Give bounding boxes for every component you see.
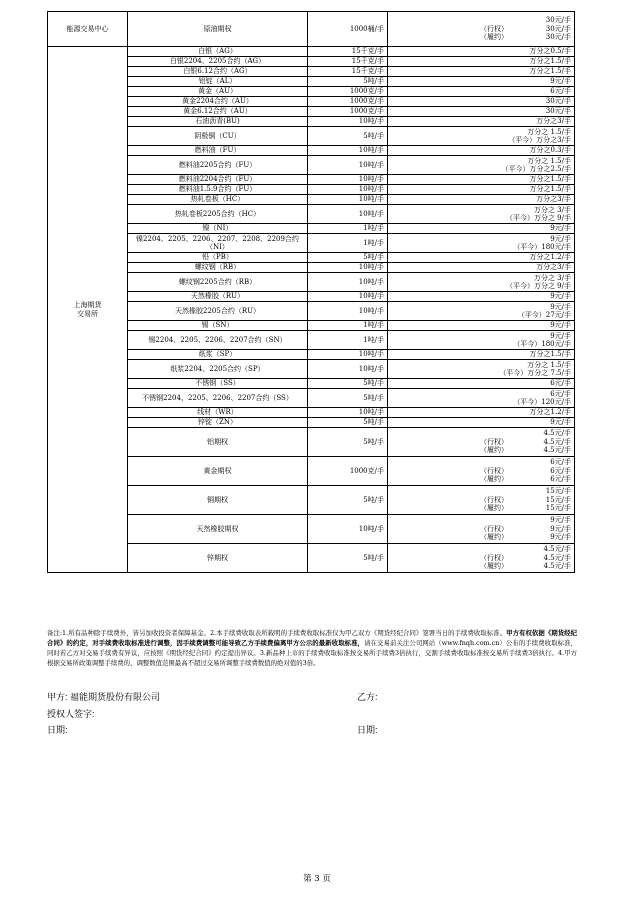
product-name: 纸浆（SP） — [128, 350, 308, 360]
table-row — [48, 67, 575, 77]
fee-line — [388, 458, 574, 467]
fee-cell — [388, 117, 575, 127]
product-name: 燃料油2205合约（FU） — [128, 156, 308, 175]
fee-line — [388, 533, 574, 542]
fee-line — [388, 545, 574, 554]
table-row — [48, 127, 575, 146]
fee-cell — [388, 146, 575, 156]
fee-line — [388, 379, 574, 388]
trading-unit: 10吨/手 — [308, 515, 388, 544]
fee-value: 万分之1.2/手 — [529, 253, 571, 262]
fee-value: 4.5元/手 — [543, 545, 571, 554]
fee-tag: （履约） — [480, 562, 508, 571]
fee-value: 万分之1.5/手 — [529, 350, 571, 359]
fee-tag: （履约） — [480, 475, 508, 484]
product-name: 镍2204、2205、2206、2207、2208、2209合约 （NI） — [128, 234, 308, 253]
table-row — [48, 515, 575, 544]
product-name: 白银6.12合约（AG） — [128, 67, 308, 77]
table-row — [48, 117, 575, 127]
fee-value: 万分之1.5/手 — [529, 67, 571, 76]
fee-line — [388, 16, 574, 25]
fee-value: 9元/手 — [550, 234, 571, 243]
fee-value: 万分之3/手 — [536, 117, 571, 126]
fee-value: 9元/手 — [550, 516, 571, 525]
fee-value: （平今）万分之 9/手 — [505, 282, 571, 290]
exchange-name: 上海期货 交易所 — [48, 47, 128, 573]
product-name: 热轧卷板（HC） — [128, 195, 308, 205]
trading-unit: 10吨/手 — [308, 195, 388, 205]
table-row — [48, 379, 575, 389]
fee-line — [388, 146, 574, 155]
fee-cell — [388, 97, 575, 107]
fee-cell — [388, 234, 575, 253]
fee-cell — [388, 175, 575, 185]
trading-unit: 1吨/手 — [308, 234, 388, 253]
fee-value: 6元/手 — [550, 87, 571, 96]
page-number: 第 3 页 — [303, 874, 331, 884]
table-row — [48, 107, 575, 117]
trading-unit: 10吨/手 — [308, 205, 388, 224]
fee-line — [388, 525, 574, 534]
party-b-label: 乙方: — [357, 692, 378, 702]
product-name: 白银2204、2205合约（AG） — [128, 57, 308, 67]
table-row — [48, 263, 575, 273]
product-name: 铝锭（AL） — [128, 77, 308, 87]
trading-unit: 10吨/手 — [308, 117, 388, 127]
fee-cell — [388, 428, 575, 457]
fee-cell — [388, 389, 575, 408]
fee-value: 万分之0.3/手 — [529, 146, 571, 155]
fee-tag: （履约） — [480, 33, 508, 42]
table-row — [48, 47, 575, 57]
fee-cell — [388, 457, 575, 486]
trading-unit: 5吨/手 — [308, 379, 388, 389]
fee-value: 9元/手 — [550, 418, 571, 427]
fee-tag: （行权） — [480, 24, 508, 33]
fee-line — [388, 340, 574, 349]
fee-cell — [388, 486, 575, 515]
fee-line — [388, 253, 574, 262]
trading-unit: 1000克/手 — [308, 87, 388, 97]
fee-cell — [388, 77, 575, 87]
fee-line — [388, 235, 574, 244]
fee-cell — [388, 418, 575, 428]
fee-line — [388, 33, 574, 42]
product-name: 石油沥青(BU) — [128, 117, 308, 127]
table-row — [48, 12, 575, 47]
trading-unit: 10吨/手 — [308, 350, 388, 360]
fee-tag: （履约） — [480, 504, 508, 513]
table-row — [48, 418, 575, 428]
fee-value: 30元/手 — [545, 33, 571, 42]
product-name: 天然橡胶2205合约（RU） — [128, 302, 308, 321]
fee-cell — [388, 292, 575, 302]
table-row — [48, 253, 575, 263]
fee-line — [388, 77, 574, 86]
fee-value: 15元/手 — [545, 495, 571, 504]
product-name: 燃料油1.5.9合约（FU） — [128, 185, 308, 195]
product-name: 锌锭（ZN） — [128, 418, 308, 428]
fee-line — [388, 438, 574, 447]
fee-line — [388, 496, 574, 505]
trading-unit: 15千克/手 — [308, 67, 388, 77]
product-name: 天然橡胶（RU） — [128, 292, 308, 302]
product-name: 螺纹钢（RB） — [128, 263, 308, 273]
fee-value: 万分之3/手 — [536, 263, 571, 272]
fee-tag: （行权） — [480, 553, 508, 562]
trading-unit: 15千克/手 — [308, 47, 388, 57]
fee-line — [388, 87, 574, 96]
fee-line — [388, 25, 574, 34]
table-row — [48, 87, 575, 97]
fee-line — [388, 487, 574, 496]
notes-part2: 请在交易前关注公司网站（www.fnqh.com.cn）公布的手续费收取标准，同时若乙方对交易手续费有异议，应按照《期货经纪合同》约定提出异议。3.新品种上市的手续费收取标准按交易所手续费3倍执行，交割手续费收取标准按交易所手续费3倍执行。4.甲方根据交易所政策调整手续费的，调整数值范围最高不超过交易所调整手续费数值的绝对值的3倍。 — [47, 639, 577, 667]
fee-value: （平今）万分之3/手 — [508, 136, 571, 144]
product-name: 锡（SN） — [128, 321, 308, 331]
table-row — [48, 175, 575, 185]
fee-value: 万分之1.5/手 — [529, 185, 571, 194]
fee-value: （平今）180元/手 — [513, 243, 571, 251]
fee-line — [388, 243, 574, 252]
fee-line — [388, 429, 574, 438]
fee-value: 9元/手 — [550, 321, 571, 330]
product-name: 黄金2204合约（AU） — [128, 97, 308, 107]
fee-line — [388, 185, 574, 194]
fee-line — [388, 157, 574, 166]
table-row — [48, 195, 575, 205]
fee-line — [388, 292, 574, 301]
trading-unit: 5吨/手 — [308, 389, 388, 408]
fee-value: 9元/手 — [550, 77, 571, 86]
product-name: 热轧卷板2205合约（HC） — [128, 205, 308, 224]
fee-line — [388, 467, 574, 476]
product-name: 黄金6.12合约（AU） — [128, 107, 308, 117]
fee-value: （平今）万分之2.5/手 — [501, 165, 571, 173]
product-name: 纸浆2204、2205合约（SP） — [128, 360, 308, 379]
table-row — [48, 360, 575, 379]
fee-value: 4.5元/手 — [543, 429, 571, 438]
table-row — [48, 331, 575, 350]
fee-value: 9元/手 — [550, 292, 571, 301]
fee-value: 15元/手 — [545, 487, 571, 496]
fee-line — [388, 475, 574, 484]
fee-cell — [388, 57, 575, 67]
table-row — [48, 77, 575, 87]
fee-line — [388, 263, 574, 272]
fee-line — [388, 274, 574, 283]
product-name: 燃料油（FU） — [128, 146, 308, 156]
fee-cell — [388, 205, 575, 224]
fee-value: 6元/手 — [550, 379, 571, 388]
trading-unit: 10吨/手 — [308, 263, 388, 273]
authorized-signature-label: 授权人签字: — [47, 709, 95, 719]
fee-line — [388, 562, 574, 571]
fee-value: 万分之 1.5/手 — [527, 360, 571, 369]
fee-value: 30元/手 — [545, 97, 571, 106]
product-name: 原油期权 — [128, 12, 308, 47]
fee-value: 30元/手 — [545, 24, 571, 33]
fee-line — [388, 303, 574, 312]
fee-value: 30元/手 — [545, 16, 571, 25]
fee-value: 万分之1.2/手 — [529, 408, 571, 417]
fee-cell — [388, 544, 575, 573]
fee-value: 万分之 3/手 — [533, 273, 571, 282]
table-row — [48, 350, 575, 360]
fee-value: 4.5元/手 — [543, 437, 571, 446]
fee-tag: （行权） — [480, 466, 508, 475]
fee-line — [388, 408, 574, 417]
fee-cell — [388, 107, 575, 117]
fee-value: （平今）27元/手 — [517, 311, 571, 319]
fee-cell — [388, 156, 575, 175]
fee-cell — [388, 515, 575, 544]
fee-value: 6元/手 — [550, 458, 571, 467]
fee-cell — [388, 12, 575, 47]
trading-unit: 5吨/手 — [308, 77, 388, 87]
fee-value: （平今）万分之 7.5/手 — [499, 369, 571, 377]
product-name: 铝期权 — [128, 428, 308, 457]
remarks-notes — [47, 628, 577, 668]
trading-unit: 5吨/手 — [308, 486, 388, 515]
fee-cell — [388, 185, 575, 195]
fee-tag: （履约） — [480, 446, 508, 455]
trading-unit: 10吨/手 — [308, 156, 388, 175]
fee-line — [388, 554, 574, 563]
fee-line — [388, 311, 574, 320]
fee-line — [388, 214, 574, 223]
table-row — [48, 292, 575, 302]
fee-cell — [388, 224, 575, 234]
fee-value: 万分之 3/手 — [533, 205, 571, 214]
fee-cell — [388, 331, 575, 350]
fee-line — [388, 47, 574, 56]
fee-value: 9元/手 — [550, 331, 571, 340]
fee-tag: （行权） — [480, 495, 508, 504]
product-name: 镍（NI） — [128, 224, 308, 234]
product-name: 燃料油2204合约（FU） — [128, 175, 308, 185]
table-row — [48, 389, 575, 408]
fee-value: 4.5元/手 — [543, 553, 571, 562]
fee-line — [388, 398, 574, 407]
fee-line — [388, 97, 574, 106]
fee-line — [388, 206, 574, 215]
trading-unit: 10吨/手 — [308, 185, 388, 195]
fee-value: 4.5元/手 — [543, 562, 571, 571]
fee-line — [388, 165, 574, 174]
fee-value: 万分之1.5/手 — [529, 175, 571, 184]
product-name: 锌期权 — [128, 544, 308, 573]
fee-value: 万分之0.5/手 — [529, 47, 571, 56]
fee-value: 30元/手 — [545, 107, 571, 116]
trading-unit: 1000克/手 — [308, 457, 388, 486]
trading-unit: 1000克/手 — [308, 107, 388, 117]
fee-line — [388, 390, 574, 399]
table-row — [48, 457, 575, 486]
fee-line — [388, 332, 574, 341]
trading-unit: 10吨/手 — [308, 146, 388, 156]
fee-line — [388, 418, 574, 427]
fee-cell — [388, 127, 575, 146]
fee-line — [388, 350, 574, 359]
trading-unit: 5吨/手 — [308, 127, 388, 146]
table-row — [48, 156, 575, 175]
fee-line — [388, 136, 574, 145]
fee-value: （平今）180元/手 — [513, 340, 571, 348]
product-name: 白银（AG） — [128, 47, 308, 57]
table-row — [48, 408, 575, 418]
trading-unit: 1吨/手 — [308, 331, 388, 350]
table-row — [48, 57, 575, 67]
trading-unit: 10吨/手 — [308, 408, 388, 418]
fee-value: 万分之 1.5/手 — [527, 156, 571, 165]
fee-cell — [388, 350, 575, 360]
fee-cell — [388, 302, 575, 321]
fee-value: 万分之3/手 — [536, 195, 571, 204]
fee-value: 9元/手 — [550, 302, 571, 311]
fee-value: 4.5元/手 — [543, 446, 571, 455]
trading-unit: 10吨/手 — [308, 175, 388, 185]
fee-cell — [388, 67, 575, 77]
table-row — [48, 321, 575, 331]
fee-value: 万分之1.5/手 — [529, 57, 571, 66]
fee-line — [388, 195, 574, 204]
product-name: 线材（WR） — [128, 408, 308, 418]
fee-tag: （行权） — [480, 524, 508, 533]
fee-value: 6元/手 — [550, 466, 571, 475]
trading-unit: 1吨/手 — [308, 224, 388, 234]
trading-unit: 10吨/手 — [308, 302, 388, 321]
fee-line — [388, 67, 574, 76]
fee-line — [388, 446, 574, 455]
fee-line — [388, 224, 574, 233]
table-row — [48, 97, 575, 107]
fee-line — [388, 117, 574, 126]
trading-unit: 10吨/手 — [308, 292, 388, 302]
fee-tag: （行权） — [480, 437, 508, 446]
fee-line — [388, 128, 574, 137]
table-row — [48, 146, 575, 156]
fee-cell — [388, 360, 575, 379]
fee-cell — [388, 195, 575, 205]
exchange-name: 能源交易中心 — [48, 12, 128, 47]
fee-value: （平今）万分之 9/手 — [505, 214, 571, 222]
fee-tag: （履约） — [480, 533, 508, 542]
notes-bold-warning: 甲方有权依据《期货经纪合同》的约定，对手续费收取标准进行调整，因手续费调整可能导致乙方手续费偏离甲方公示的最新收取标准， — [47, 629, 577, 647]
fee-line — [388, 361, 574, 370]
trading-unit: 10吨/手 — [308, 273, 388, 292]
table-row — [48, 428, 575, 457]
fee-line — [388, 516, 574, 525]
fee-value: 15元/手 — [545, 504, 571, 513]
party-b-date-label: 日期: — [357, 725, 378, 735]
fee-value: 9元/手 — [550, 533, 571, 542]
fee-value: 9元/手 — [550, 224, 571, 233]
trading-unit: 1吨/手 — [308, 321, 388, 331]
product-name: 黄金（AU） — [128, 87, 308, 97]
fee-line — [388, 369, 574, 378]
fee-value: 6元/手 — [550, 475, 571, 484]
product-name: 天然橡胶期权 — [128, 515, 308, 544]
fee-table — [47, 11, 575, 573]
table-row — [48, 544, 575, 573]
product-name: 不锈钢2204、2205、2206、2207合约（SS） — [128, 389, 308, 408]
fee-cell — [388, 379, 575, 389]
table-row — [48, 302, 575, 321]
table-row — [48, 205, 575, 224]
fee-line — [388, 175, 574, 184]
trading-unit: 1000克/手 — [308, 97, 388, 107]
fee-line — [388, 321, 574, 330]
table-row — [48, 185, 575, 195]
notes-part1: 备注:1.所有品种除手续费外，皆另加收投资者保障基金。2.本手续费收取表所载明的手续费收取标准仅为甲乙双方《期货经纪合同》签署当日的手续费收取标准。 — [47, 629, 507, 637]
party-a-date-label: 日期: — [47, 725, 68, 735]
fee-cell — [388, 263, 575, 273]
fee-line — [388, 107, 574, 116]
fee-value: 万分之 1.5/手 — [527, 127, 571, 136]
fee-cell — [388, 321, 575, 331]
trading-unit: 10吨/手 — [308, 360, 388, 379]
table-row — [48, 273, 575, 292]
fee-cell — [388, 408, 575, 418]
trading-unit: 15千克/手 — [308, 57, 388, 67]
trading-unit: 5吨/手 — [308, 253, 388, 263]
fee-value: 9元/手 — [550, 524, 571, 533]
fee-line — [388, 282, 574, 291]
fee-cell — [388, 47, 575, 57]
table-row — [48, 486, 575, 515]
product-name: 铅（PB） — [128, 253, 308, 263]
fee-cell — [388, 273, 575, 292]
trading-unit: 5吨/手 — [308, 418, 388, 428]
product-name: 螺纹钢2205合约（RB） — [128, 273, 308, 292]
fee-cell — [388, 253, 575, 263]
fee-line — [388, 57, 574, 66]
product-name: 不锈钢（SS） — [128, 379, 308, 389]
product-name: 阴极铜（CU） — [128, 127, 308, 146]
fee-value: （平今）120元/手 — [513, 398, 571, 406]
product-name: 铜期权 — [128, 486, 308, 515]
fee-line — [388, 504, 574, 513]
fee-value: 6元/手 — [550, 389, 571, 398]
party-a-label: 甲方: 福能期货股份有限公司 — [47, 692, 161, 702]
trading-unit: 1000桶/手 — [308, 12, 388, 47]
product-name: 黄金期权 — [128, 457, 308, 486]
trading-unit: 5吨/手 — [308, 428, 388, 457]
fee-cell — [388, 87, 575, 97]
trading-unit: 5吨/手 — [308, 544, 388, 573]
table-row — [48, 234, 575, 253]
table-row — [48, 224, 575, 234]
product-name: 锡2204、2205、2206、2207合约（SN） — [128, 331, 308, 350]
